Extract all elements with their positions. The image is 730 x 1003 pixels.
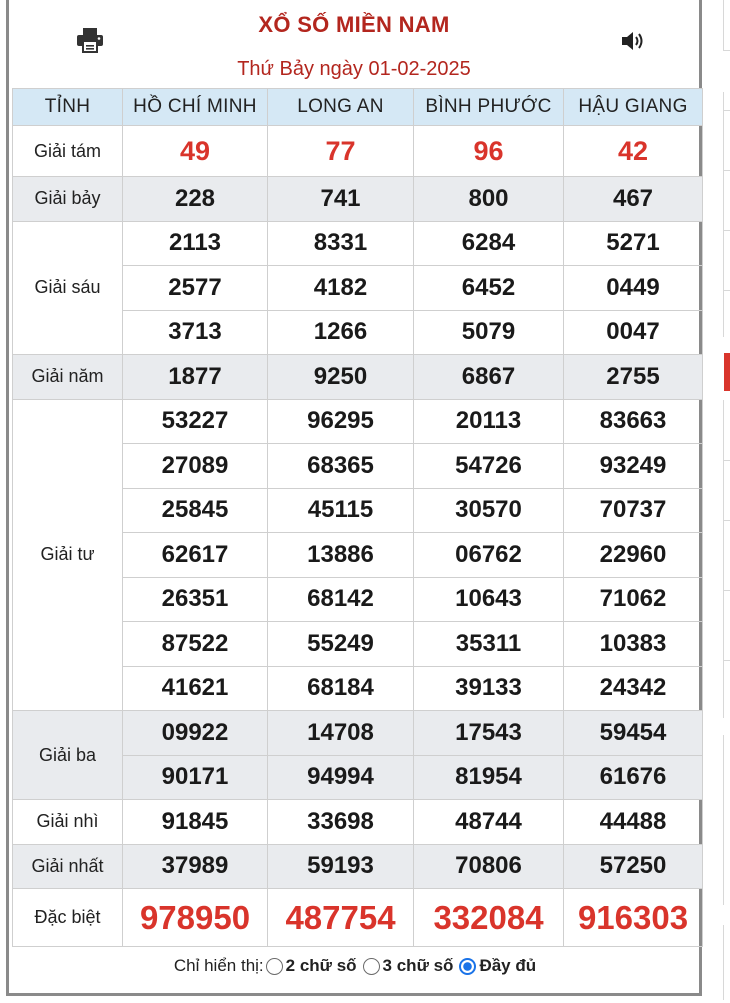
result-number: 70806 — [414, 844, 564, 889]
result-number: 2113 — [123, 221, 268, 266]
result-number: 71062 — [564, 577, 703, 622]
result-number: 59193 — [268, 844, 414, 889]
prize-label: Giải tư — [13, 399, 123, 711]
result-number: 53227 — [123, 399, 268, 444]
special-number: 978950 — [123, 889, 268, 947]
prize-label: Giải năm — [13, 355, 123, 400]
prize-row-giai-nam — [13, 355, 703, 400]
result-number: 44488 — [564, 800, 703, 845]
prize-row-giai-nhat — [13, 844, 703, 889]
result-number: 10383 — [564, 622, 703, 667]
speaker-icon[interactable] — [620, 30, 646, 52]
result-number: 81954 — [414, 755, 564, 800]
prize-label: Giải ba — [13, 711, 123, 800]
result-number: 1266 — [268, 310, 414, 355]
result-number: 77 — [268, 126, 414, 177]
result-number: 6867 — [414, 355, 564, 400]
special-number: 487754 — [268, 889, 414, 947]
result-number: 39133 — [414, 666, 564, 711]
prize-label: Giải sáu — [13, 221, 123, 355]
result-number: 5079 — [414, 310, 564, 355]
result-number: 20113 — [414, 399, 564, 444]
radio-2-digits[interactable] — [266, 958, 283, 975]
result-number: 55249 — [268, 622, 414, 667]
result-number: 6284 — [414, 221, 564, 266]
option-2-digits-label[interactable]: 2 chữ số — [285, 956, 357, 975]
result-number: 41621 — [123, 666, 268, 711]
result-number: 6452 — [414, 266, 564, 311]
province-header: LONG AN — [268, 89, 414, 126]
result-number: 57250 — [564, 844, 703, 889]
prize-label: Giải nhất — [13, 844, 123, 889]
result-number: 228 — [123, 177, 268, 222]
special-number: 332084 — [414, 889, 564, 947]
result-number: 467 — [564, 177, 703, 222]
page-edge-scrollbar — [706, 0, 730, 1003]
result-number: 9250 — [268, 355, 414, 400]
results-table — [12, 88, 703, 947]
prize-row-giai-tu — [13, 399, 703, 444]
result-number: 17543 — [414, 711, 564, 756]
table-header-row — [13, 89, 703, 126]
result-number: 49 — [123, 126, 268, 177]
results-header — [12, 0, 696, 88]
display-options-label: Chỉ hiển thị: — [173, 956, 264, 975]
result-number: 22960 — [564, 533, 703, 578]
province-column-header: TỈNH — [13, 89, 123, 126]
province-header: HỒ CHÍ MINH — [123, 89, 268, 126]
result-number: 26351 — [123, 577, 268, 622]
result-number: 59454 — [564, 711, 703, 756]
special-number: 916303 — [564, 889, 703, 947]
result-number: 96 — [414, 126, 564, 177]
result-number: 3713 — [123, 310, 268, 355]
result-number: 33698 — [268, 800, 414, 845]
draw-date: Thứ Bảy ngày 01-02-2025 — [237, 58, 471, 80]
prize-row-dac-biet — [13, 889, 703, 947]
result-number: 0047 — [564, 310, 703, 355]
results-panel — [6, 0, 702, 996]
result-number: 70737 — [564, 488, 703, 533]
result-number: 62617 — [123, 533, 268, 578]
result-number: 61676 — [564, 755, 703, 800]
result-number: 4182 — [268, 266, 414, 311]
result-number: 27089 — [123, 444, 268, 489]
result-number: 68365 — [268, 444, 414, 489]
province-header: HẬU GIANG — [564, 89, 703, 126]
option-3-digits-label[interactable]: 3 chữ số — [382, 956, 454, 975]
option-full-label[interactable]: Đầy đủ — [479, 956, 537, 975]
prize-label: Giải nhì — [13, 800, 123, 845]
result-number: 2577 — [123, 266, 268, 311]
result-number: 06762 — [414, 533, 564, 578]
result-number: 68184 — [268, 666, 414, 711]
result-number: 2755 — [564, 355, 703, 400]
result-number: 48744 — [414, 800, 564, 845]
display-options — [12, 940, 702, 992]
result-number: 93249 — [564, 444, 703, 489]
prize-row-giai-sau — [13, 221, 703, 266]
prize-label: Giải tám — [13, 126, 123, 177]
result-number: 54726 — [414, 444, 564, 489]
result-number: 0449 — [564, 266, 703, 311]
result-number: 94994 — [268, 755, 414, 800]
result-number: 90171 — [123, 755, 268, 800]
prize-label: Giải bảy — [13, 177, 123, 222]
result-number: 14708 — [268, 711, 414, 756]
result-number: 45115 — [268, 488, 414, 533]
page-title: XỔ SỐ MIỀN NAM — [258, 12, 450, 37]
province-header: BÌNH PHƯỚC — [414, 89, 564, 126]
prize-row-giai-tam — [13, 126, 703, 177]
result-number: 96295 — [268, 399, 414, 444]
result-number: 68142 — [268, 577, 414, 622]
result-number: 35311 — [414, 622, 564, 667]
result-number: 10643 — [414, 577, 564, 622]
radio-3-digits[interactable] — [363, 958, 380, 975]
prize-label: Đặc biệt — [13, 889, 123, 947]
prize-row-giai-nhi — [13, 800, 703, 845]
result-number: 1877 — [123, 355, 268, 400]
prize-row-giai-ba — [13, 711, 703, 756]
result-number: 25845 — [123, 488, 268, 533]
result-number: 800 — [414, 177, 564, 222]
result-number: 42 — [564, 126, 703, 177]
result-number: 09922 — [123, 711, 268, 756]
radio-full[interactable] — [459, 958, 476, 975]
result-number: 13886 — [268, 533, 414, 578]
prize-row-giai-bay — [13, 177, 703, 222]
result-number: 91845 — [123, 800, 268, 845]
result-number: 8331 — [268, 221, 414, 266]
result-number: 24342 — [564, 666, 703, 711]
result-number: 5271 — [564, 221, 703, 266]
result-number: 741 — [268, 177, 414, 222]
result-number: 87522 — [123, 622, 268, 667]
result-number: 30570 — [414, 488, 564, 533]
result-number: 37989 — [123, 844, 268, 889]
result-number: 83663 — [564, 399, 703, 444]
